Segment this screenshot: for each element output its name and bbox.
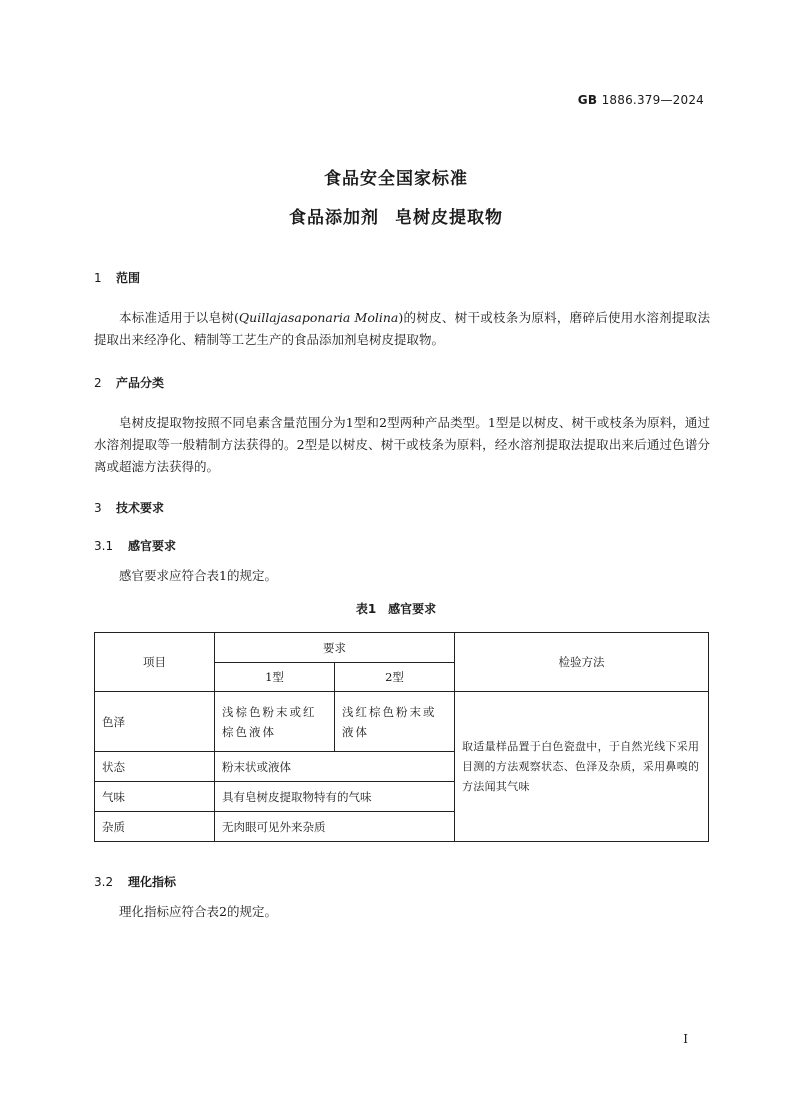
header-item: 项目: [95, 633, 215, 692]
document-title: 食品安全国家标准: [324, 169, 468, 189]
type-1-value: 浅棕色粉末或红棕色液体: [215, 692, 335, 752]
test-method-cell: 取适量样品置于白色瓷盘中，于自然光线下采用目测的方法观察状态、色泽及杂质，采用鼻嗅的方法闻其气味: [455, 692, 709, 842]
section-title: 感官要求: [128, 539, 177, 553]
sensory-requirements-table: [94, 632, 709, 842]
section-2-heading: [94, 374, 164, 391]
section-1-heading: [94, 269, 140, 286]
table-title: 感官要求: [388, 602, 437, 616]
standard-code-prefix: GB: [577, 93, 598, 107]
scope-text-part-2: )的树皮、树干或枝条为原料，磨碎后使用水溶剂提取法提取出来经净化、精制等工艺生产的食品添加剂皂树皮提取物。: [94, 310, 710, 347]
scope-text-part-1: 本标准适用于以皂树(: [119, 310, 239, 325]
table-row: [95, 692, 709, 752]
row-item: 状态: [95, 752, 215, 782]
page-number: I: [683, 1032, 688, 1046]
section-title: 技术要求: [116, 501, 165, 515]
section-number: 2: [94, 376, 102, 390]
table-1-caption: [0, 600, 792, 617]
table-number: 表1: [355, 602, 377, 616]
document-subtitle: [0, 203, 792, 228]
shared-value: 粉末状或液体: [215, 752, 455, 782]
section-1-paragraph: [94, 307, 710, 351]
section-title: 范围: [116, 271, 141, 285]
table-header-row: [95, 633, 709, 663]
row-item: 杂质: [95, 812, 215, 842]
shared-value: 无肉眼可见外来杂质: [215, 812, 455, 842]
section-3-2-heading: [94, 873, 176, 890]
type-2-value: 浅红棕色粉末或液体: [335, 692, 455, 752]
scope-latin-name: Quillajasaponaria Molina: [238, 310, 399, 325]
section-2-paragraph: [94, 412, 710, 478]
row-item: 气味: [95, 782, 215, 812]
sensory-requirement-text: 感官要求应符合表1的规定。: [119, 568, 277, 583]
section-number: 3.1: [94, 539, 114, 553]
header-test-method: 检验方法: [455, 633, 709, 692]
section-3-1-heading: [94, 537, 176, 554]
header-type-1: 1型: [215, 663, 335, 692]
section-number: 3: [94, 501, 102, 515]
header-requirement: 要求: [215, 633, 455, 663]
subtitle-category: 食品添加剂: [289, 208, 379, 228]
physicochemical-requirement-text: 理化指标应符合表2的规定。: [119, 904, 277, 919]
section-3-heading: [94, 499, 164, 516]
section-number: 1: [94, 271, 102, 285]
classification-text: 皂树皮提取物按照不同皂素含量范围分为1型和2型两种产品类型。1型是以树皮、树干或枝条为原料，通过水溶剂提取等一般精制方法获得的。2型是以树皮、树干或枝条为原料，经水溶剂提取法提取出来后通过色谱分离或超滤方法获得的。: [94, 415, 710, 474]
subtitle-product: 皂树皮提取物: [395, 208, 503, 228]
section-3-1-paragraph: [94, 565, 710, 587]
section-3-2-paragraph: [94, 901, 710, 923]
section-title: 产品分类: [116, 376, 165, 390]
row-item: 色泽: [95, 692, 215, 752]
section-title: 理化指标: [128, 875, 177, 889]
header-type-2: 2型: [335, 663, 455, 692]
standard-code-header: [578, 93, 704, 107]
standard-code-number: 1886.379—2024: [601, 93, 704, 107]
shared-value: 具有皂树皮提取物特有的气味: [215, 782, 455, 812]
section-number: 3.2: [94, 875, 114, 889]
